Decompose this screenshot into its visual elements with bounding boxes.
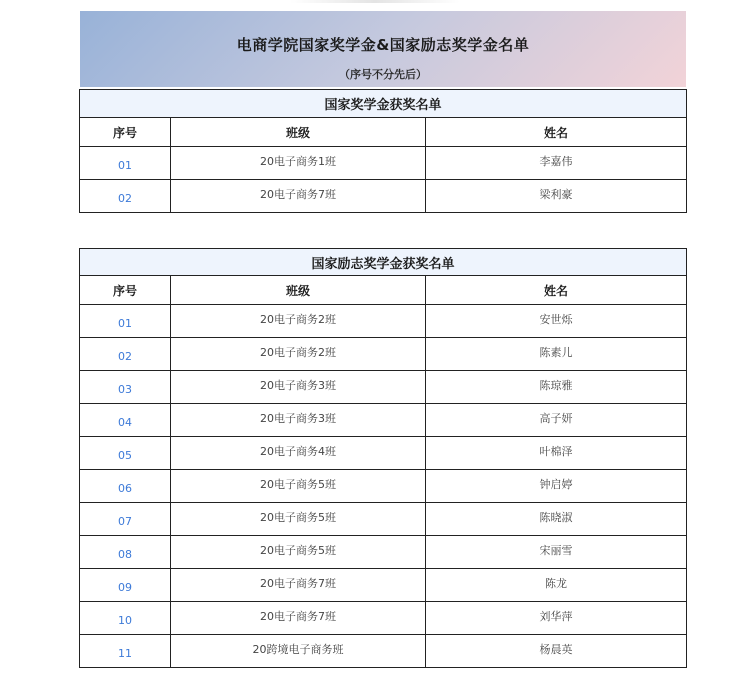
row-index-cell	[80, 147, 171, 180]
row-name-text: 陈晓淑	[539, 511, 573, 524]
row-class-text: 20电子商务5班	[260, 478, 336, 491]
row-name-cell	[426, 635, 687, 668]
row-name-text: 高子妍	[539, 412, 573, 425]
row-index-text: 10	[118, 614, 132, 627]
row-name-cell	[426, 602, 687, 635]
row-index-cell	[80, 503, 171, 536]
table-row	[80, 371, 687, 404]
row-class-cell	[171, 470, 426, 503]
row-index-cell	[80, 569, 171, 602]
row-class-text: 20电子商务7班	[260, 188, 336, 201]
page-title: 电商学院国家奖学金&国家励志奖学金名单	[236, 36, 530, 54]
table-caption-row	[80, 249, 687, 276]
column-header-name: 姓名	[426, 118, 687, 147]
row-name-cell	[426, 503, 687, 536]
top-decoration	[290, 0, 460, 3]
table-row	[80, 180, 687, 213]
row-index-cell	[80, 602, 171, 635]
row-name-text: 杨晨英	[539, 643, 573, 656]
table-caption: 国家励志奖学金获奖名单	[80, 249, 687, 276]
row-class-cell	[171, 180, 426, 213]
row-class-text: 20电子商务2班	[260, 346, 336, 359]
column-header-index: 序号	[80, 276, 171, 305]
row-class-text: 20电子商务4班	[260, 445, 336, 458]
national-scholarship-table	[79, 89, 687, 213]
row-class-text: 20跨境电子商务班	[252, 643, 344, 656]
column-header-class: 班级	[171, 118, 426, 147]
row-index-text: 06	[118, 482, 132, 495]
row-name-text: 陈龙	[545, 577, 567, 590]
header-banner	[80, 11, 686, 87]
row-class-cell	[171, 437, 426, 470]
row-index-text: 01	[118, 317, 132, 330]
row-index-text: 08	[118, 548, 132, 561]
column-header-name: 姓名	[426, 276, 687, 305]
row-name-cell	[426, 371, 687, 404]
row-index-cell	[80, 437, 171, 470]
table-body	[80, 147, 687, 213]
row-class-text: 20电子商务1班	[260, 155, 336, 168]
row-name-text: 梁利豪	[539, 188, 573, 201]
row-name-text: 安世烁	[539, 313, 573, 326]
row-index-text: 07	[118, 515, 132, 528]
row-class-cell	[171, 404, 426, 437]
row-index-cell	[80, 180, 171, 213]
row-index-cell	[80, 635, 171, 668]
row-name-text: 李嘉伟	[539, 155, 573, 168]
table-header-row	[80, 118, 687, 147]
row-name-cell	[426, 437, 687, 470]
row-class-text: 20电子商务2班	[260, 313, 336, 326]
table-row	[80, 569, 687, 602]
row-index-text: 02	[118, 192, 132, 205]
page-subtitle: （序号不分先后）	[339, 68, 427, 81]
row-class-cell	[171, 635, 426, 668]
row-index-cell	[80, 338, 171, 371]
row-class-cell	[171, 536, 426, 569]
table-caption-row	[80, 90, 687, 118]
table-row	[80, 536, 687, 569]
row-index-text: 03	[118, 383, 132, 396]
column-header-index: 序号	[80, 118, 171, 147]
row-index-text: 11	[118, 647, 132, 660]
row-name-text: 叶棉泽	[539, 445, 573, 458]
table-row	[80, 503, 687, 536]
row-class-cell	[171, 371, 426, 404]
row-class-text: 20电子商务3班	[260, 379, 336, 392]
row-index-cell	[80, 305, 171, 338]
row-class-text: 20电子商务7班	[260, 577, 336, 590]
row-name-text: 宋丽雪	[539, 544, 573, 557]
row-name-cell	[426, 536, 687, 569]
row-name-cell	[426, 147, 687, 180]
row-index-text: 05	[118, 449, 132, 462]
row-class-text: 20电子商务5班	[260, 511, 336, 524]
row-class-cell	[171, 569, 426, 602]
national-encouragement-scholarship-table	[79, 248, 687, 668]
table-caption: 国家奖学金获奖名单	[80, 90, 687, 118]
row-class-text: 20电子商务7班	[260, 610, 336, 623]
row-name-text: 钟启婷	[539, 478, 573, 491]
row-name-cell	[426, 305, 687, 338]
table-row	[80, 404, 687, 437]
row-class-text: 20电子商务3班	[260, 412, 336, 425]
table-row	[80, 147, 687, 180]
row-index-text: 09	[118, 581, 132, 594]
row-name-cell	[426, 569, 687, 602]
row-name-text: 陈琼雅	[539, 379, 573, 392]
row-name-cell	[426, 180, 687, 213]
table-row	[80, 338, 687, 371]
row-name-cell	[426, 470, 687, 503]
row-class-cell	[171, 503, 426, 536]
row-index-text: 01	[118, 159, 132, 172]
row-index-cell	[80, 536, 171, 569]
row-index-text: 02	[118, 350, 132, 363]
row-index-cell	[80, 404, 171, 437]
row-class-text: 20电子商务5班	[260, 544, 336, 557]
row-name-cell	[426, 338, 687, 371]
row-index-cell	[80, 470, 171, 503]
row-class-cell	[171, 305, 426, 338]
row-class-cell	[171, 338, 426, 371]
table-row	[80, 305, 687, 338]
row-name-text: 陈素儿	[539, 346, 573, 359]
table-row	[80, 470, 687, 503]
table-row	[80, 635, 687, 668]
column-header-class: 班级	[171, 276, 426, 305]
table-row	[80, 437, 687, 470]
row-index-cell	[80, 371, 171, 404]
row-class-cell	[171, 602, 426, 635]
row-index-text: 04	[118, 416, 132, 429]
table-header-row	[80, 276, 687, 305]
table-body	[80, 305, 687, 668]
table-row	[80, 602, 687, 635]
row-name-cell	[426, 404, 687, 437]
row-name-text: 刘华萍	[539, 610, 573, 623]
row-class-cell	[171, 147, 426, 180]
